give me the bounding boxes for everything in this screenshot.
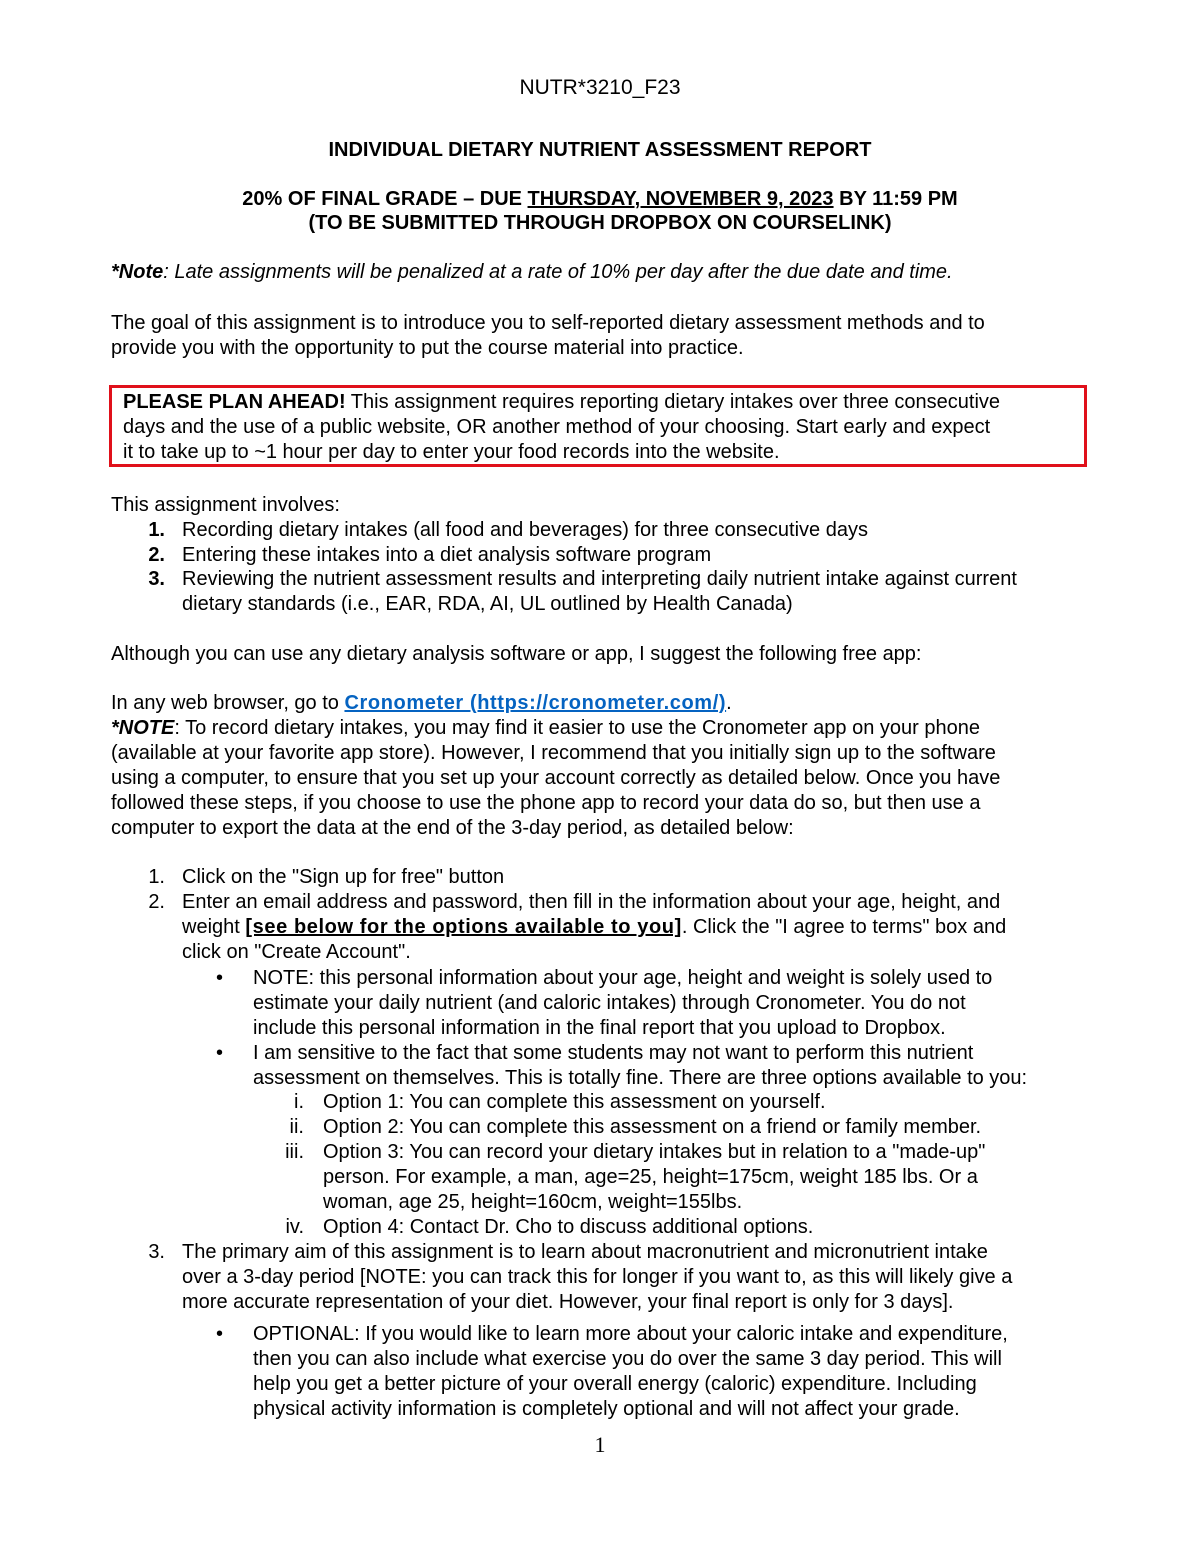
phone-note-line-3: using a computer, to ensure that you set up your account correctly as detailed below. Once you have [111, 767, 1001, 789]
callout-label: PLEASE PLAN AHEAD! [123, 391, 346, 413]
phone-note-line-4: followed these steps, if you choose to use the phone app to record your data do so, but then use a [111, 792, 981, 814]
step-1-text: Click on the "Sign up for free" button [182, 866, 505, 888]
step-2-line-2 [182, 915, 1006, 940]
step-2-line-1: Enter an email address and password, then fill in the information about your age, height, and [182, 891, 1001, 913]
callout-text-1: This assignment requires reporting dietary intakes over three consecutive [345, 391, 1001, 413]
late-note-text: : Late assignments will be penalized at a rate of 10% per day after the due date and time. [163, 261, 953, 283]
bullet-icon: • [216, 1323, 224, 1345]
step-3-bullet-line-3: help you get a better picture of your overall energy (caloric) expenditure. Including [253, 1373, 977, 1395]
step-num-3: 3. [148, 1241, 165, 1263]
option-num-4: iv. [285, 1216, 304, 1238]
option-num-3: iii. [285, 1141, 304, 1163]
grade-prefix: 20% OF FINAL GRADE – DUE [242, 188, 528, 210]
option-2-text: Option 2: You can complete this assessment on a friend or family member. [323, 1116, 982, 1138]
bullet-icon: • [216, 1042, 224, 1064]
phone-note-line-5: computer to export the data at the end of the 3-day period, as detailed below: [111, 817, 794, 839]
callout-line-2: days and the use of a public website, OR another method of your choosing. Start early and expect [123, 416, 991, 438]
late-note-label: *Note [111, 261, 164, 283]
step-2-bullet-2-line-1: I am sensitive to the fact that some students may not want to perform this nutrient [253, 1042, 974, 1064]
step-2-bullet-2-line-2: assessment on themselves. This is totally fine. There are three options available to you: [253, 1067, 1028, 1089]
step-3-line-1: The primary aim of this assignment is to learn about macronutrient and micronutrient intake [182, 1241, 988, 1263]
involves-num-3: 3. [148, 568, 165, 590]
step-2-line-2-prefix: weight [182, 916, 246, 938]
bullet-icon: • [216, 967, 224, 989]
involves-item-1: Recording dietary intakes (all food and beverages) for three consecutive days [182, 519, 868, 541]
callout-line-1 [123, 390, 1000, 415]
step-3-bullet-line-2: then you can also include what exercise you do over the same 3 day period. This will [253, 1348, 1002, 1370]
option-3-line-1: Option 3: You can record your dietary intakes but in relation to a "made-up" [323, 1141, 986, 1163]
involves-intro: This assignment involves: [111, 494, 340, 516]
cronometer-link[interactable]: Cronometer (https://cronometer.com/) [344, 692, 727, 714]
step-2-bullet-1-line-1: NOTE: this personal information about your age, height and weight is solely used to [253, 967, 993, 989]
involves-num-2: 2. [148, 544, 165, 566]
involves-item-3-line-1: Reviewing the nutrient assessment results and interpreting daily nutrient intake against current [182, 568, 1017, 590]
option-3-line-2: person. For example, a man, age=25, height=175cm, weight 185 lbs. Or a [323, 1166, 978, 1188]
due-date: THURSDAY, NOVEMBER 9, 2023 [527, 188, 834, 210]
step-3-bullet-line-1: OPTIONAL: If you would like to learn more about your caloric intake and expenditure, [253, 1323, 1008, 1345]
option-num-1: i. [294, 1091, 304, 1113]
step-2-bullet-1-line-2: estimate your daily nutrient (and caloric intakes) through Cronometer. You do not [253, 992, 966, 1014]
browser-prefix: In any web browser, go to [111, 692, 345, 714]
phone-note-line-1 [111, 716, 980, 741]
step-3-bullet-line-4: physical activity information is completely optional and will not affect your grade. [253, 1398, 960, 1420]
step-2-bullet-1-line-3: include this personal information in the final report that you upload to Dropbox. [253, 1017, 946, 1039]
browser-line [111, 691, 732, 716]
option-num-2: ii. [289, 1116, 304, 1138]
page-number: 1 [594, 1432, 606, 1457]
submission-line: (TO BE SUBMITTED THROUGH DROPBOX ON COURSELINK) [308, 212, 892, 234]
callout-line-3: it to take up to ~1 hour per day to enter your food records into the website. [123, 441, 780, 463]
step-3-line-2: over a 3-day period [NOTE: you can track this for longer if you want to, as this will likely give a [182, 1266, 1013, 1288]
involves-item-3-line-2: dietary standards (i.e., EAR, RDA, AI, UL outlined by Health Canada) [182, 593, 793, 615]
browser-suffix: . [726, 692, 732, 714]
involves-item-2: Entering these intakes into a diet analysis software program [182, 544, 712, 566]
due-time: BY 11:59 PM [833, 188, 958, 210]
option-4-text: Option 4: Contact Dr. Cho to discuss additional options. [323, 1216, 814, 1238]
phone-note-line-2: (available at your favorite app store). However, I recommend that you initially sign up to the software [111, 742, 996, 764]
involves-num-1: 1. [148, 519, 165, 541]
goal-line-1: The goal of this assignment is to introduce you to self-reported dietary assessment methods and to [111, 312, 985, 334]
grade-due-line [0, 187, 1200, 212]
goal-line-2: provide you with the opportunity to put the course material into practice. [111, 337, 744, 359]
document-title: INDIVIDUAL DIETARY NUTRIENT ASSESSMENT REPORT [328, 139, 872, 161]
step-3-line-3: more accurate representation of your diet. However, your final report is only for 3 days]. [182, 1291, 954, 1313]
phone-note-label: *NOTE [111, 717, 175, 739]
step-2-line-2-suffix: . Click the "I agree to terms" box and [681, 916, 1007, 938]
step-num-2: 2. [148, 891, 165, 913]
suggest-text: Although you can use any dietary analysis software or app, I suggest the following free app: [111, 643, 922, 665]
phone-note-text-1: : To record dietary intakes, you may find it easier to use the Cronometer app on your phone [174, 717, 980, 739]
step-2-line-3: click on "Create Account". [182, 941, 411, 963]
late-note [111, 260, 953, 285]
option-1-text: Option 1: You can complete this assessment on yourself. [323, 1091, 826, 1113]
course-code-header: NUTR*3210_F23 [519, 76, 681, 99]
options-reference: [see below for the options available to you] [245, 916, 682, 938]
step-num-1: 1. [148, 866, 165, 888]
option-3-line-3: woman, age 25, height=160cm, weight=155lbs. [323, 1191, 743, 1213]
